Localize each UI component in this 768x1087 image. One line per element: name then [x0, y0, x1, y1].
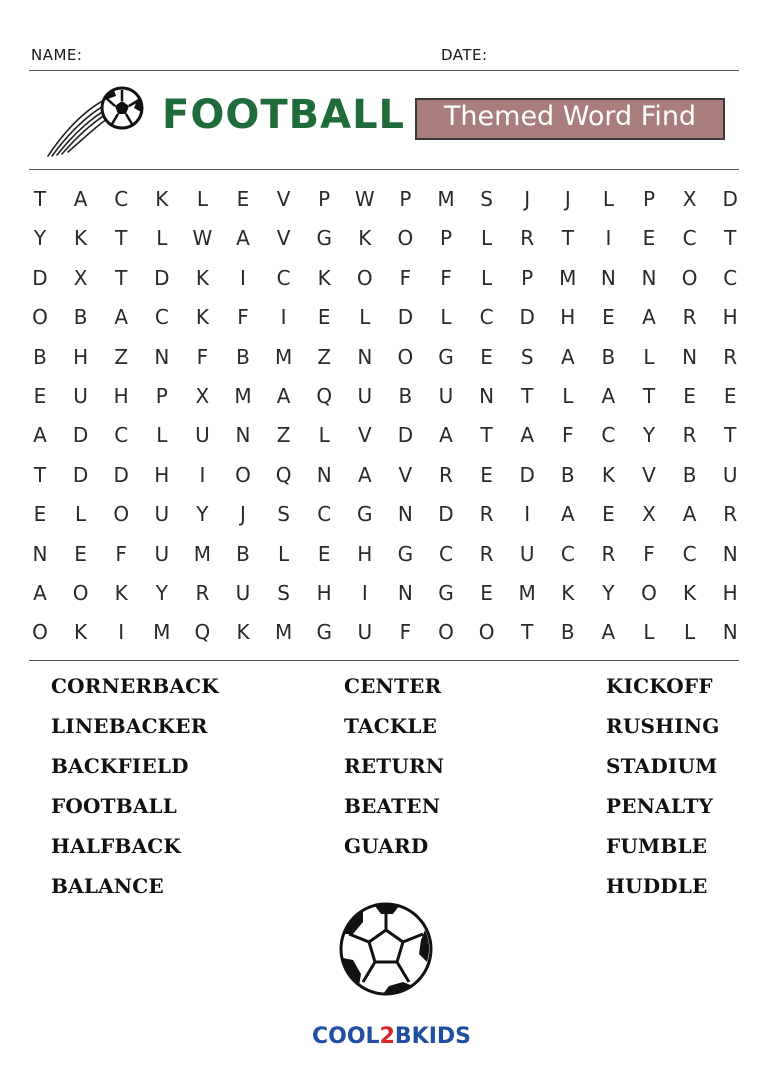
grid-letter: L: [278, 541, 290, 566]
grid-letter: X: [195, 384, 210, 408]
grid-letter: L: [75, 502, 87, 527]
grid-letter: S: [480, 187, 493, 211]
grid-letter: O: [478, 620, 495, 645]
grid-letter: K: [561, 581, 575, 605]
grid-letter: U: [195, 423, 210, 448]
grid-letter: M: [437, 187, 455, 211]
grid-letter: C: [560, 541, 575, 566]
grid-letter: P: [439, 226, 453, 251]
grid-letter: R: [479, 541, 494, 566]
grid-letter: B: [33, 344, 47, 369]
grid-row: [20, 617, 750, 647]
grid-row: [20, 539, 750, 569]
grid-letter: N: [722, 541, 738, 566]
date-label: DATE:: [441, 46, 488, 64]
grid-letter: O: [397, 226, 414, 251]
grid-letter: U: [519, 541, 535, 566]
grid-letter: H: [316, 581, 332, 605]
grid-letter: M: [274, 344, 293, 369]
grid-letter: W: [192, 226, 213, 251]
grid-letter: E: [642, 226, 656, 251]
word-item: KICKOFF: [606, 674, 713, 698]
grid-letter: K: [358, 226, 372, 251]
grid-letter: E: [683, 384, 696, 408]
grid-letter: G: [397, 541, 414, 566]
grid-letter: C: [439, 541, 453, 566]
grid-letter: E: [236, 187, 250, 211]
brand-part-cool: COOL: [312, 1024, 380, 1049]
soccer-ball-icon: [337, 900, 435, 998]
grid-letter: I: [524, 502, 531, 527]
grid-letter: L: [481, 265, 493, 290]
grid-letter: K: [683, 581, 697, 605]
grid-letter: R: [520, 226, 535, 251]
grid-letter: P: [318, 187, 331, 211]
grid-letter: T: [724, 423, 737, 448]
grid-letter: L: [481, 226, 493, 251]
grid-letter: A: [560, 502, 575, 527]
grid-letter: D: [32, 265, 48, 290]
grid-letter: K: [195, 305, 209, 330]
grid-letter: N: [154, 344, 170, 369]
word-item: CORNERBACK: [51, 674, 219, 698]
grid-letter: P: [521, 265, 534, 290]
grid-letter: S: [277, 502, 290, 527]
grid-letter: C: [682, 226, 697, 251]
grid-letter: L: [440, 305, 452, 330]
grid-letter: C: [317, 502, 332, 527]
grid-letter: R: [723, 502, 738, 527]
grid-letter: I: [605, 226, 612, 251]
grid-letter: N: [316, 462, 332, 487]
grid-letter: U: [357, 620, 373, 645]
grid-letter: M: [193, 541, 212, 566]
grid-letter: E: [317, 541, 331, 566]
grid-letter: K: [236, 620, 250, 645]
grid-letter: N: [32, 541, 48, 566]
grid-letter: E: [33, 384, 47, 408]
page-title: FOOTBALL: [162, 92, 406, 138]
grid-letter: N: [479, 384, 495, 408]
grid-letter: O: [641, 581, 657, 605]
grid-letter: K: [195, 265, 209, 290]
word-item: PENALTY: [606, 794, 714, 818]
grid-letter: H: [357, 541, 373, 566]
grid-letter: O: [32, 620, 48, 645]
grid-letter: N: [397, 581, 413, 605]
grid-letter: N: [357, 344, 373, 369]
grid-letter: C: [601, 423, 616, 448]
grid-letter: T: [480, 423, 493, 448]
grid-letter: C: [154, 305, 169, 330]
grid-letter: T: [33, 187, 47, 211]
grid-letter: P: [399, 187, 412, 211]
grid-letter: B: [236, 541, 250, 566]
grid-letter: R: [682, 423, 697, 448]
subtitle-banner: [415, 98, 725, 140]
grid-letter: D: [72, 462, 89, 487]
grid-letter: E: [723, 384, 737, 408]
grid-row: [20, 578, 750, 608]
grid-letter: Y: [642, 423, 656, 448]
grid-letter: K: [601, 462, 615, 487]
word-item: GUARD: [344, 834, 429, 858]
grid-letter: O: [235, 462, 251, 487]
grid-letter: G: [316, 620, 332, 645]
grid-letter: E: [480, 462, 493, 487]
grid-letter: G: [357, 502, 373, 527]
grid-letter: H: [560, 305, 576, 330]
grid-letter: M: [153, 620, 171, 645]
grid-letter: L: [196, 187, 208, 211]
word-item: HUDDLE: [606, 874, 708, 898]
grid-letter: C: [276, 265, 291, 290]
grid-letter: O: [356, 265, 373, 290]
grid-letter: A: [73, 187, 88, 211]
grid-letter: E: [602, 305, 615, 330]
brand-part-2: 2: [379, 1024, 395, 1049]
grid-letter: H: [722, 581, 738, 605]
grid-letter: N: [722, 620, 738, 645]
grid-letter: T: [642, 384, 656, 408]
grid-letter: A: [236, 226, 250, 251]
grid-letter: L: [602, 187, 614, 211]
grid-letter: P: [155, 384, 168, 408]
grid-letter: U: [438, 384, 454, 408]
grid-row: [20, 381, 750, 411]
grid-letter: B: [682, 462, 697, 487]
grid-letter: L: [359, 305, 371, 330]
grid-letter: Z: [276, 423, 291, 448]
grid-letter: M: [274, 620, 293, 645]
grid-letter: B: [236, 344, 250, 369]
grid-letter: U: [73, 384, 88, 408]
grid-letter: T: [33, 462, 47, 487]
grid-letter: N: [397, 502, 413, 527]
grid-letter: M: [559, 265, 577, 290]
grid-letter: B: [73, 305, 88, 330]
grid-letter: U: [154, 541, 170, 566]
grid-letter: D: [519, 462, 535, 487]
grid-letter: T: [521, 620, 534, 645]
grid-letter: G: [438, 581, 454, 605]
grid-letter: B: [398, 384, 413, 408]
grid-letter: E: [317, 305, 331, 330]
grid-letter: I: [240, 265, 246, 290]
grid-letter: T: [115, 265, 128, 290]
grid-letter: U: [357, 384, 373, 408]
grid-row: [20, 184, 750, 214]
grid-letter: C: [114, 423, 129, 448]
grid-row: [20, 420, 750, 450]
word-item: RETURN: [344, 754, 445, 778]
grid-letter: I: [118, 620, 125, 645]
grid-letter: F: [196, 344, 209, 369]
grid-letter: K: [155, 187, 169, 211]
grid-letter: L: [318, 423, 330, 448]
grid-letter: Q: [275, 462, 292, 487]
grid-letter: J: [524, 187, 531, 211]
grid-letter: D: [72, 423, 89, 448]
word-item: CENTER: [344, 674, 442, 698]
grid-letter: M: [518, 581, 536, 605]
grid-letter: V: [276, 226, 291, 251]
grid-letter: K: [74, 226, 88, 251]
football-swoosh-icon: [44, 84, 150, 160]
grid-letter: E: [480, 344, 493, 369]
grid-letter: A: [601, 620, 616, 645]
grid-letter: O: [397, 344, 414, 369]
grid-row: [20, 460, 750, 490]
grid-letter: N: [600, 265, 616, 290]
grid-row: [20, 342, 750, 372]
grid-letter: D: [519, 305, 535, 330]
grid-letter: J: [564, 187, 571, 211]
grid-letter: A: [114, 305, 129, 330]
grid-letter: U: [722, 462, 738, 487]
grid-rule: [29, 660, 739, 661]
grid-letter: X: [73, 265, 88, 290]
grid-letter: A: [439, 423, 453, 448]
grid-letter: M: [234, 384, 252, 408]
grid-letter: C: [114, 187, 129, 211]
grid-row: [20, 223, 750, 253]
header-rule: [29, 70, 739, 71]
grid-letter: F: [643, 541, 655, 566]
grid-letter: H: [722, 305, 738, 330]
grid-letter: N: [682, 344, 698, 369]
grid-letter: R: [601, 541, 616, 566]
grid-letter: V: [357, 423, 372, 448]
grid-letter: T: [561, 226, 574, 251]
grid-letter: D: [438, 502, 454, 527]
grid-letter: H: [154, 462, 170, 487]
grid-row: [20, 302, 750, 332]
grid-letter: R: [723, 344, 738, 369]
grid-letter: R: [479, 502, 494, 527]
word-item: BACKFIELD: [51, 754, 189, 778]
grid-letter: F: [562, 423, 574, 448]
grid-letter: I: [361, 581, 368, 605]
grid-letter: X: [682, 187, 697, 211]
grid-letter: U: [235, 581, 251, 605]
grid-letter: N: [235, 423, 251, 448]
grid-letter: R: [682, 305, 697, 330]
grid-letter: E: [602, 502, 615, 527]
grid-letter: D: [397, 305, 414, 330]
grid-letter: G: [316, 226, 332, 251]
grid-letter: P: [642, 187, 656, 211]
grid-letter: A: [33, 423, 47, 448]
grid-letter: K: [114, 581, 128, 605]
grid-letter: A: [601, 384, 616, 408]
title-rule: [29, 169, 739, 170]
grid-letter: F: [399, 265, 412, 290]
grid-letter: T: [115, 226, 128, 251]
grid-letter: L: [643, 344, 655, 369]
grid-letter: T: [724, 226, 737, 251]
grid-row: [20, 263, 750, 293]
brand-logo: [312, 1024, 471, 1049]
grid-letter: X: [642, 502, 656, 527]
grid-letter: L: [562, 384, 574, 408]
grid-letter: L: [156, 226, 168, 251]
grid-letter: D: [397, 423, 414, 448]
grid-letter: E: [480, 581, 493, 605]
grid-letter: A: [33, 581, 47, 605]
grid-letter: D: [722, 187, 738, 211]
grid-letter: O: [72, 581, 89, 605]
grid-letter: B: [560, 462, 575, 487]
grid-letter: T: [521, 384, 534, 408]
grid-letter: S: [277, 581, 290, 605]
grid-letter: L: [684, 620, 696, 645]
grid-letter: L: [156, 423, 168, 448]
grid-letter: S: [520, 344, 534, 369]
grid-letter: A: [520, 423, 535, 448]
grid-letter: B: [560, 620, 575, 645]
grid-letter: A: [642, 305, 656, 330]
grid-letter: K: [317, 265, 331, 290]
grid-letter: A: [682, 502, 697, 527]
grid-letter: J: [240, 502, 246, 527]
grid-letter: R: [439, 462, 453, 487]
grid-letter: Z: [317, 344, 332, 369]
grid-letter: O: [32, 305, 48, 330]
grid-letter: F: [399, 620, 412, 645]
grid-letter: F: [115, 541, 127, 566]
grid-letter: D: [154, 265, 170, 290]
grid-letter: Y: [155, 581, 168, 605]
grid-letter: F: [237, 305, 249, 330]
grid-letter: Y: [196, 502, 209, 527]
grid-row: [20, 499, 750, 529]
grid-letter: G: [438, 344, 454, 369]
grid-letter: Z: [114, 344, 129, 369]
name-label: NAME:: [31, 46, 83, 64]
grid-letter: A: [357, 462, 372, 487]
grid-letter: E: [33, 502, 47, 527]
word-item: LINEBACKER: [51, 714, 208, 738]
grid-letter: I: [280, 305, 287, 330]
grid-letter: Y: [33, 226, 47, 251]
word-item: TACKLE: [344, 714, 438, 738]
grid-letter: I: [199, 462, 206, 487]
grid-letter: A: [276, 384, 291, 408]
grid-letter: R: [195, 581, 210, 605]
grid-letter: Q: [316, 384, 333, 408]
grid-letter: H: [113, 384, 129, 408]
grid-letter: W: [354, 187, 375, 211]
grid-letter: O: [113, 502, 130, 527]
grid-letter: V: [398, 462, 413, 487]
grid-letter: A: [560, 344, 575, 369]
grid-letter: E: [74, 541, 87, 566]
grid-letter: O: [438, 620, 454, 645]
word-item: RUSHING: [606, 714, 720, 738]
grid-letter: Y: [602, 581, 615, 605]
word-item: FUMBLE: [606, 834, 708, 858]
grid-letter: K: [74, 620, 88, 645]
grid-letter: H: [73, 344, 89, 369]
grid-letter: U: [154, 502, 170, 527]
grid-letter: F: [440, 265, 452, 290]
grid-letter: B: [601, 344, 616, 369]
subtitle-text: Themed Word Find: [443, 101, 697, 132]
grid-letter: O: [681, 265, 698, 290]
grid-letter: Q: [194, 620, 211, 645]
word-item: BALANCE: [51, 874, 164, 898]
grid-letter: V: [276, 187, 291, 211]
brand-part-bkids: BKIDS: [394, 1024, 471, 1049]
grid-letter: C: [479, 305, 494, 330]
grid-letter: D: [113, 462, 129, 487]
word-item: HALFBACK: [51, 834, 181, 858]
grid-letter: C: [682, 541, 697, 566]
grid-letter: C: [723, 265, 738, 290]
word-item: BEATEN: [344, 794, 441, 818]
word-item: FOOTBALL: [51, 794, 178, 818]
grid-letter: L: [643, 620, 655, 645]
word-item: STADIUM: [606, 754, 718, 778]
grid-letter: N: [641, 265, 657, 290]
grid-letter: V: [642, 462, 656, 487]
